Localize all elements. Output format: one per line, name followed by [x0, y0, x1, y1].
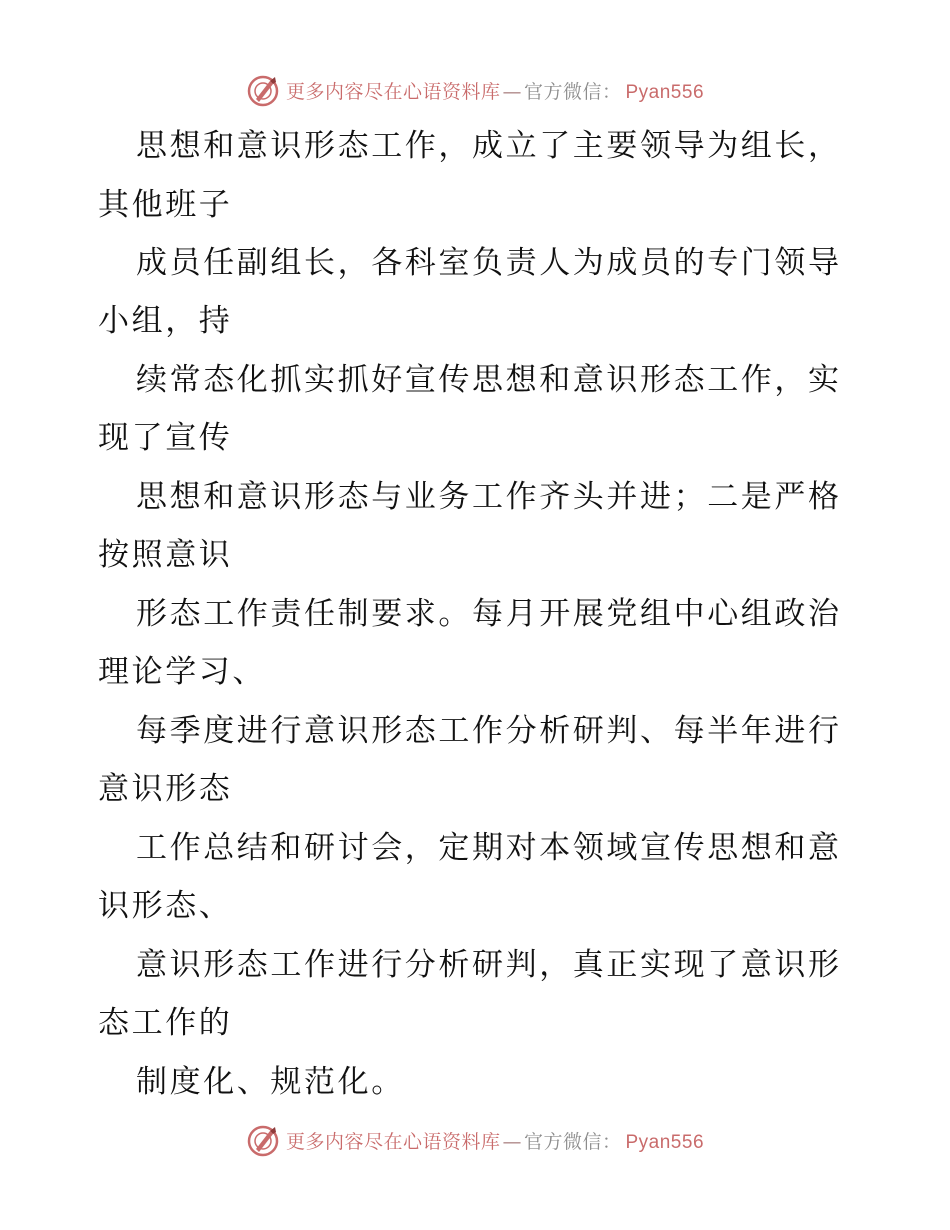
- body-line-7: 思想和意识形态与业务工作齐头并进；二是严格: [136, 479, 842, 515]
- pen-nib-logo-icon: [246, 1123, 280, 1157]
- body-line-5: 续常态化抓实抓好宣传思想和意识形态工作，实: [136, 362, 842, 398]
- body-line-8: 按照意识: [98, 537, 233, 573]
- header-watermark-text: [286, 77, 704, 104]
- body-line-15: 意识形态工作进行分析研判，真正实现了意识形: [136, 947, 842, 983]
- body-line-3: 成员任副组长，各科室负责人为成员的专门领导: [136, 245, 842, 281]
- header-watermark-banner: [0, 70, 950, 110]
- body-line-9: 形态工作责任制要求。每月开展党组中心组政治: [136, 596, 842, 632]
- body-line-16: 态工作的: [98, 1005, 233, 1041]
- body-line-10: 理论学习、: [98, 654, 266, 690]
- body-line-17: 制度化、规范化。: [136, 1064, 405, 1100]
- body-line-2: 其他班子: [98, 187, 233, 223]
- footer-watermark-wechat-id: Pyan556: [625, 1131, 705, 1153]
- body-line-11: 每季度进行意识形态工作分析研判、每半年进行: [136, 713, 842, 749]
- header-watermark-wechat-label: 官方微信：: [523, 80, 622, 103]
- footer-watermark-main: 更多内容尽在心语资料库: [285, 1130, 501, 1153]
- footer-watermark-wechat-label: 官方微信：: [523, 1130, 622, 1153]
- body-line-4: 小组，持: [98, 303, 233, 339]
- header-watermark-wechat-id: Pyan556: [625, 81, 705, 103]
- body-line-1: 思想和意识形态工作，成立了主要领导为组长，: [136, 128, 842, 164]
- footer-watermark-dash: —: [502, 1130, 522, 1153]
- header-watermark-dash: —: [502, 80, 522, 103]
- body-line-14: 识形态、: [98, 888, 233, 924]
- body-line-12: 意识形态: [98, 771, 233, 807]
- pen-nib-logo-icon: [246, 73, 280, 107]
- body-line-13: 工作总结和研讨会，定期对本领域宣传思想和意: [136, 830, 842, 866]
- footer-watermark-banner: [0, 1120, 950, 1160]
- body-line-6: 现了宣传: [98, 420, 233, 456]
- footer-watermark-text: [286, 1127, 704, 1154]
- header-watermark-main: 更多内容尽在心语资料库: [285, 80, 501, 103]
